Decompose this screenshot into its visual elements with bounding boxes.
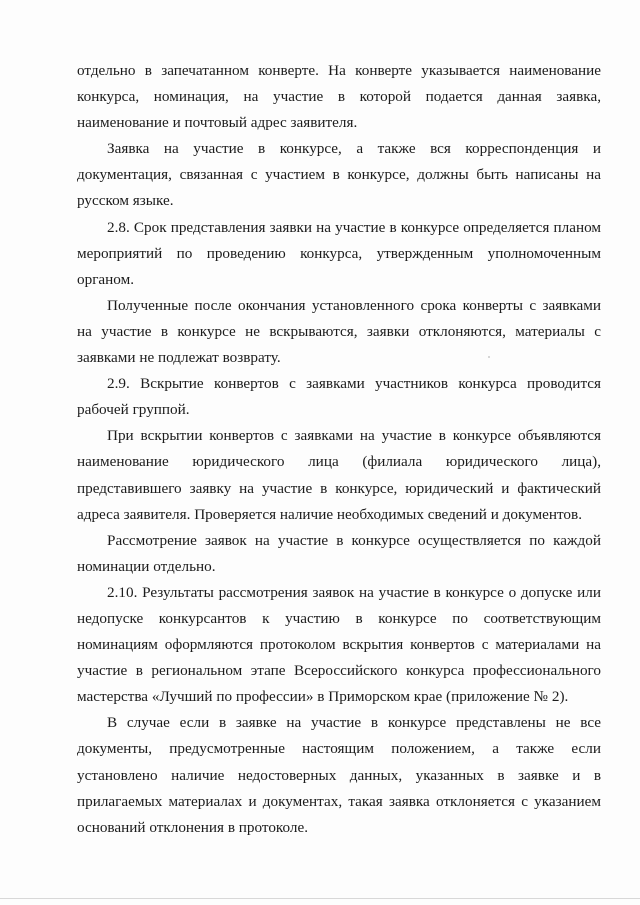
paragraph-opening-announcement: При вскрытии конвертов с заявками на участие в конкурсе объявляются наименование юридического лица (филиала юридического лица), представившего заявку на участие в конкурсе, юридический и фактический адреса заявителя. Проверяется наличие необходимых сведений и документов.	[77, 427, 601, 523]
paragraph-late-envelopes: Полученные после окончания установленного срока конверты с заявками на участие в конкурсе не вскрываются, заявки отклоняются, материалы с заявками не подлежат возврату.	[77, 296, 601, 367]
paragraph-2-8: 2.8. Срок представления заявки на участие в конкурсе определяется планом мероприятий по проведению конкурса, утвержденным уполномоченным органом.	[77, 218, 601, 288]
paragraph-continuation: отдельно в запечатанном конверте. На конверте указывается наименование конкурса, номинация, на участие в которой подается данная заявка, наименование и почтовый адрес заявителя.	[77, 62, 601, 132]
page-edge-line	[0, 898, 640, 899]
paragraph-rejection: В случае если в заявке на участие в конкурсе представлены не все документы, предусмотренные настоящим положением, а также если установлено наличие недостоверных данных, указанных в заявке и в прилагаемых материалах и документах, такая заявка отклоняется с указанием оснований отклонения в протоколе.	[77, 714, 601, 836]
scan-speck	[488, 356, 490, 358]
paragraph-language: Заявка на участие в конкурсе, а также вся корреспонденция и документация, связанная с участием в конкурсе, должны быть написаны на русском языке.	[77, 140, 601, 210]
document-body	[77, 58, 601, 841]
paragraph-2-10: 2.10. Результаты рассмотрения заявок на участие в конкурсе о допуске или недопуске конкурсантов к участию в конкурсе по соответствующим номинациям оформляются протоколом вскрытия конвертов с материалами на участие в региональном этапе Всероссийского конкурса профессионального мастерства «Лучший по профессии» в Приморском крае (приложение № 2).	[77, 583, 601, 706]
paragraph-2-9: 2.9. Вскрытие конвертов с заявками участников конкурса проводится рабочей группой.	[77, 375, 601, 419]
paragraph-review-by-nomination: Рассмотрение заявок на участие в конкурсе осуществляется по каждой номинации отдельно.	[77, 531, 601, 575]
